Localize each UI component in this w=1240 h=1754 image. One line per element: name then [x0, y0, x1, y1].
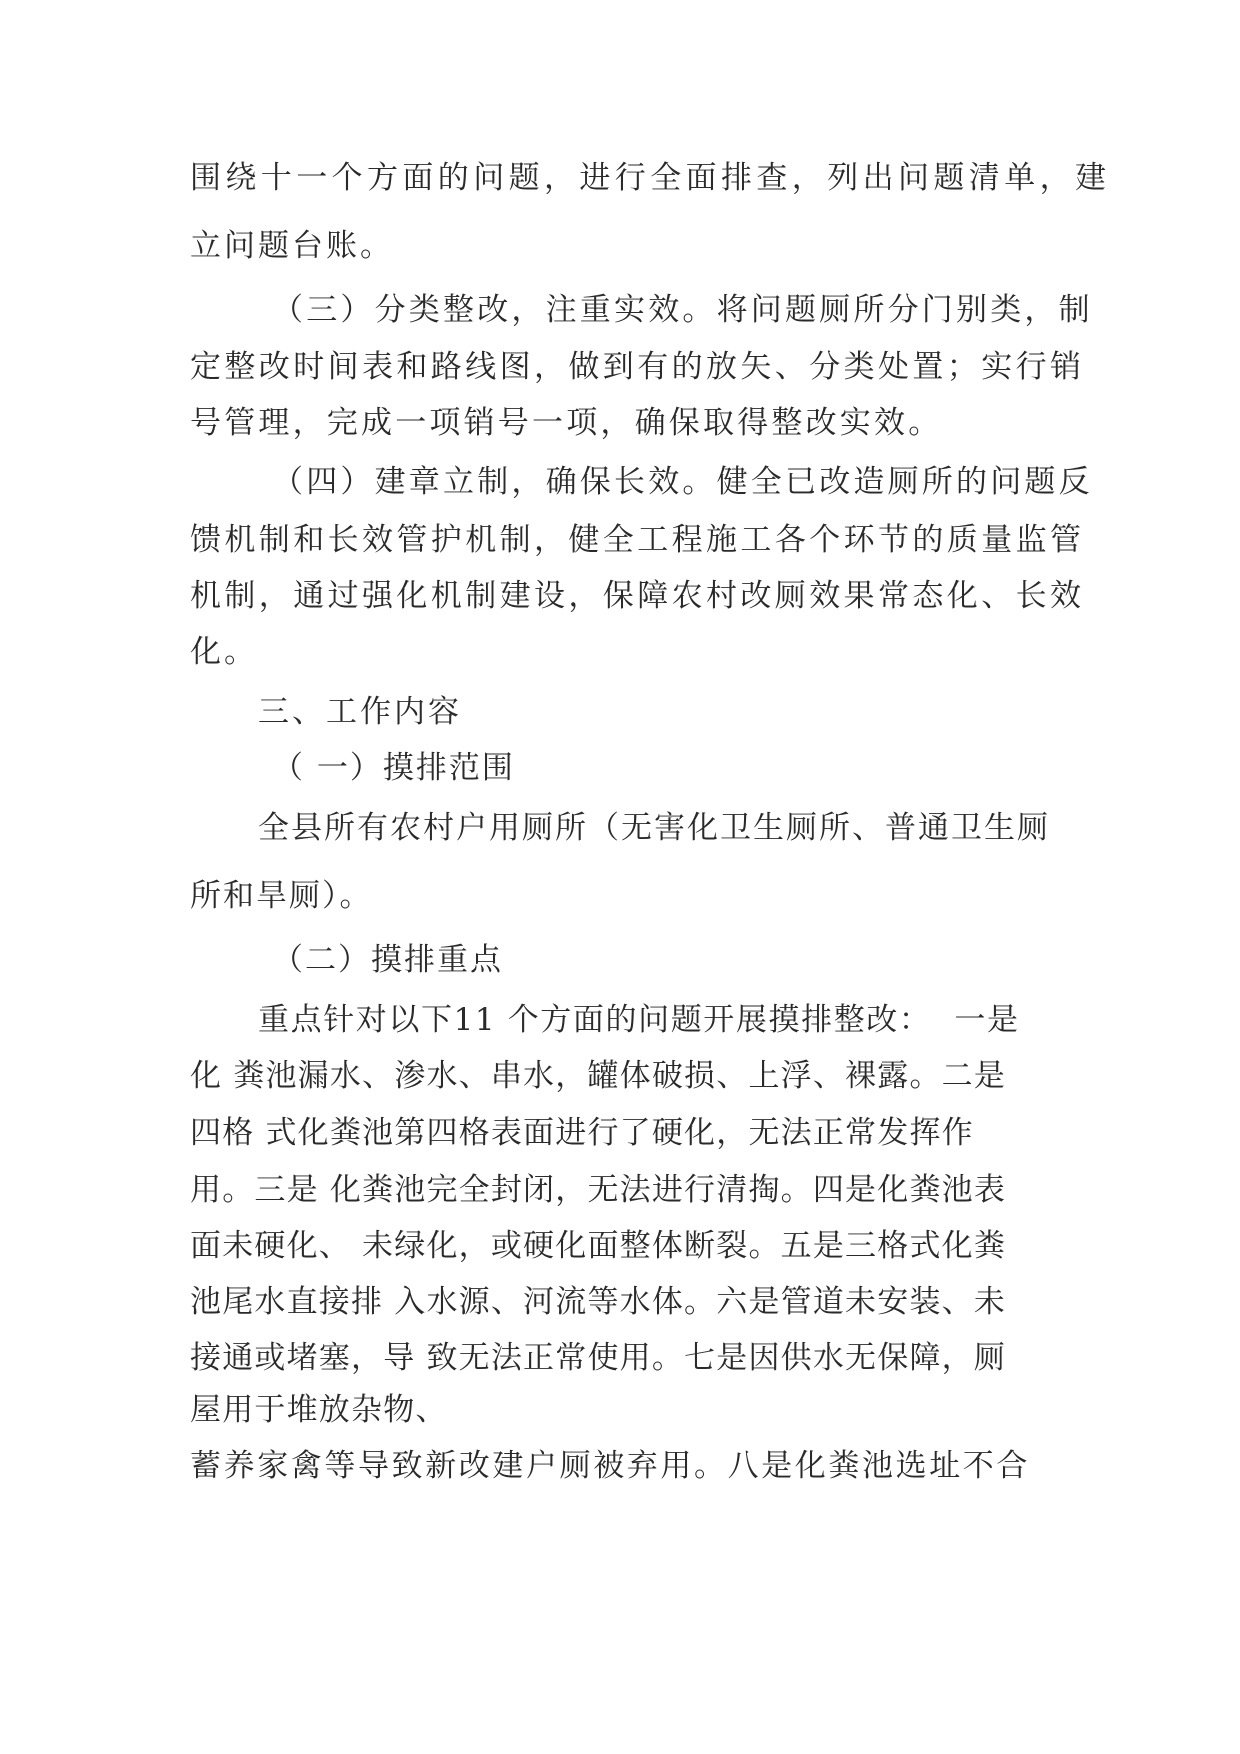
paragraph-line: 号管理，完成一项销号一项，确保取得整改实效。 [190, 405, 943, 441]
paragraph-line: 接通或堵塞，导 致无法正常使用。七是因供水无保障，厕 [190, 1340, 1007, 1376]
paragraph-line: 重点针对以下11 个方面的问题开展摸排整改： 一是 [258, 1002, 1020, 1038]
paragraph-line: 立问题台账。 [190, 228, 394, 264]
section-heading: 三、工作内容 [258, 694, 462, 730]
subsection-heading: （ 一）摸排范围 [272, 750, 515, 786]
subsection-heading: （二）摸排重点 [272, 942, 503, 978]
paragraph-line: 定整改时间表和路线图，做到有的放矢、分类处置；实行销 [190, 349, 1085, 385]
paragraph-line: 屋用于堆放杂物、 [190, 1392, 448, 1428]
paragraph-line: 全县所有农村户用厕所（无害化卫生厕所、普通卫生厕 [258, 810, 1050, 846]
paragraph-line: （三）分类整改，注重实效。将问题厕所分门别类，制 [272, 292, 1093, 328]
paragraph-line: 机制，通过强化机制建设，保障农村改厕效果常态化、长效 [190, 578, 1085, 614]
paragraph-line: 蓄养家禽等导致新改建户厕被弃用。八是化粪池选址不合 [190, 1448, 1030, 1484]
paragraph-line: 围绕十一个方面的问题，进行全面排查，列出问题清单，建 [190, 160, 1111, 196]
paragraph-line: 化。 [190, 634, 258, 670]
paragraph-line: 化 粪池漏水、渗水、串水，罐体破损、上浮、裸露。二是 [190, 1058, 1007, 1094]
paragraph-line: 四格 式化粪池第四格表面进行了硬化，无法正常发挥作 [190, 1115, 974, 1151]
paragraph-line: 池尾水直接排 入水源、河流等水体。六是管道未安装、未 [190, 1284, 1007, 1320]
paragraph-line: 所和旱厕）。 [190, 878, 373, 914]
paragraph-line: 面未硬化、 未绿化，或硬化面整体断裂。五是三格式化粪 [190, 1228, 1007, 1264]
paragraph-line: 用。三是 化粪池完全封闭，无法进行清掏。四是化粪池表 [190, 1172, 1007, 1208]
paragraph-line: （四）建章立制，确保长效。健全已改造厕所的问题反 [272, 464, 1093, 500]
paragraph-line: 馈机制和长效管护机制，健全工程施工各个环节的质量监管 [190, 522, 1085, 558]
